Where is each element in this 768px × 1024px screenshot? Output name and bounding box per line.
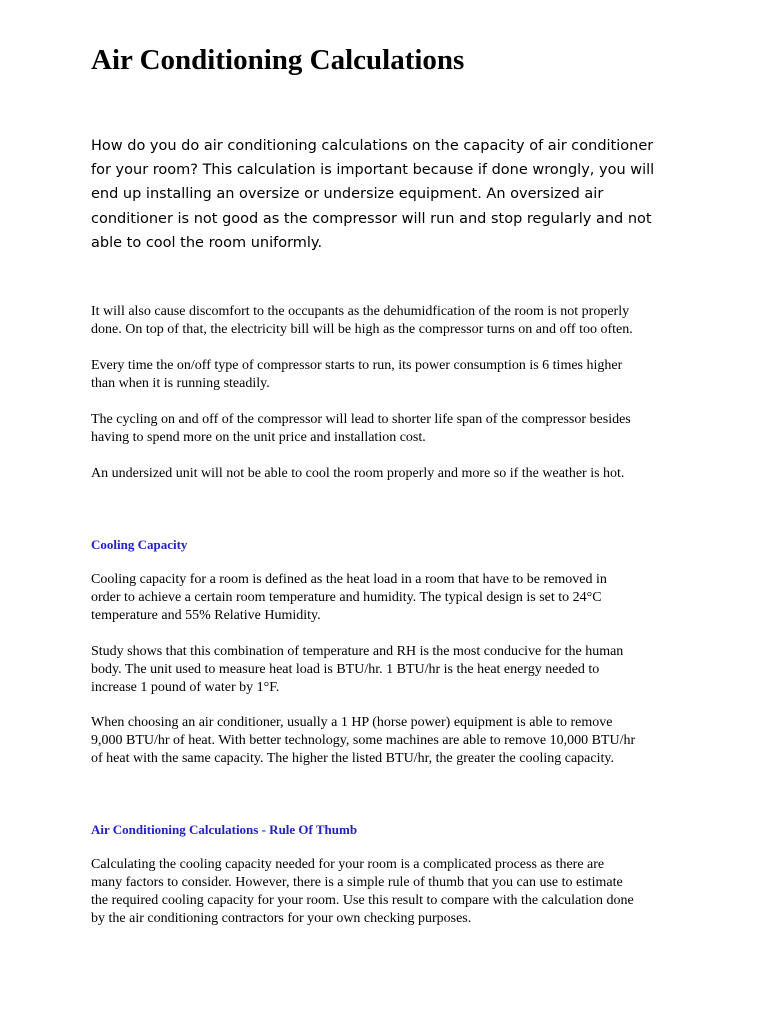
intro-paragraph <box>91 134 676 255</box>
text-line: the required cooling capacity for your room. Use this result to compare with the calculation done <box>91 893 634 908</box>
text-line: How do you do air conditioning calculations on the capacity of air conditioner <box>91 138 654 154</box>
paragraph-discomfort <box>91 303 691 339</box>
text-line: body. The unit used to measure heat load is BTU/hr. 1 BTU/hr is the heat energy needed to <box>91 662 600 677</box>
paragraph-compressor-lifespan <box>91 411 691 447</box>
section-heading-cooling-capacity: Cooling Capacity <box>91 537 188 552</box>
paragraph-cooling-definition <box>91 571 691 625</box>
text-line: having to spend more on the unit price and installation cost. <box>91 430 426 445</box>
text-line: 9,000 BTU/hr of heat. With better technology, some machines are able to remove 10,000 BTU/hr <box>91 733 636 748</box>
paragraph-hp-capacity <box>91 714 691 768</box>
text-line: by the air conditioning contractors for your own checking purposes. <box>91 911 472 926</box>
text-line: for your room? This calculation is important because if done wrongly, you will <box>91 162 655 179</box>
text-line: The cycling on and off of the compressor will lead to shorter life span of the compressor besides <box>91 412 631 427</box>
text-line: It will also cause discomfort to the occupants as the dehumidfication of the room is not properly <box>91 304 630 319</box>
text-line: An undersized unit will not be able to cool the room properly and more so if the weather is hot. <box>91 466 625 481</box>
section-heading-rule-of-thumb: Air Conditioning Calculations - Rule Of Thumb <box>91 822 358 837</box>
text-line: order to achieve a certain room temperature and humidity. The typical design is set to 24°C <box>91 590 602 605</box>
text-line: Study shows that this combination of temperature and RH is the most conducive for the human <box>91 644 624 659</box>
text-line: end up installing an oversize or undersize equipment. An oversized air <box>91 186 604 203</box>
text-line: done. On top of that, the electricity bill will be high as the compressor turns on and off too often. <box>91 322 633 337</box>
text-line: many factors to consider. However, there is a simple rule of thumb that you can use to estimate <box>91 875 623 890</box>
text-line: of heat with the same capacity. The higher the listed BTU/hr, the greater the cooling capacity. <box>91 751 614 766</box>
page-title: Air Conditioning Calculations <box>91 44 465 76</box>
text-line: Calculating the cooling capacity needed for your room is a complicated process as there are <box>91 857 605 872</box>
paragraph-undersized-unit <box>91 465 691 483</box>
text-line: able to cool the room uniformly. <box>91 234 323 251</box>
text-line: temperature and 55% Relative Humidity. <box>91 608 321 623</box>
text-line: increase 1 pound of water by 1°F. <box>91 680 280 695</box>
paragraph-power-consumption <box>91 357 691 393</box>
text-line: When choosing an air conditioner, usually a 1 HP (horse power) equipment is able to remove <box>91 715 613 730</box>
text-line: conditioner is not good as the compressor will run and stop regularly and not <box>91 210 652 227</box>
paragraph-rule-of-thumb <box>91 856 691 928</box>
text-line: Every time the on/off type of compressor starts to run, its power consumption is 6 times higher <box>91 358 623 373</box>
text-line: than when it is running steadily. <box>91 376 270 391</box>
text-line: Cooling capacity for a room is defined as the heat load in a room that have to be removed in <box>91 572 607 587</box>
paragraph-btu-definition <box>91 643 691 697</box>
